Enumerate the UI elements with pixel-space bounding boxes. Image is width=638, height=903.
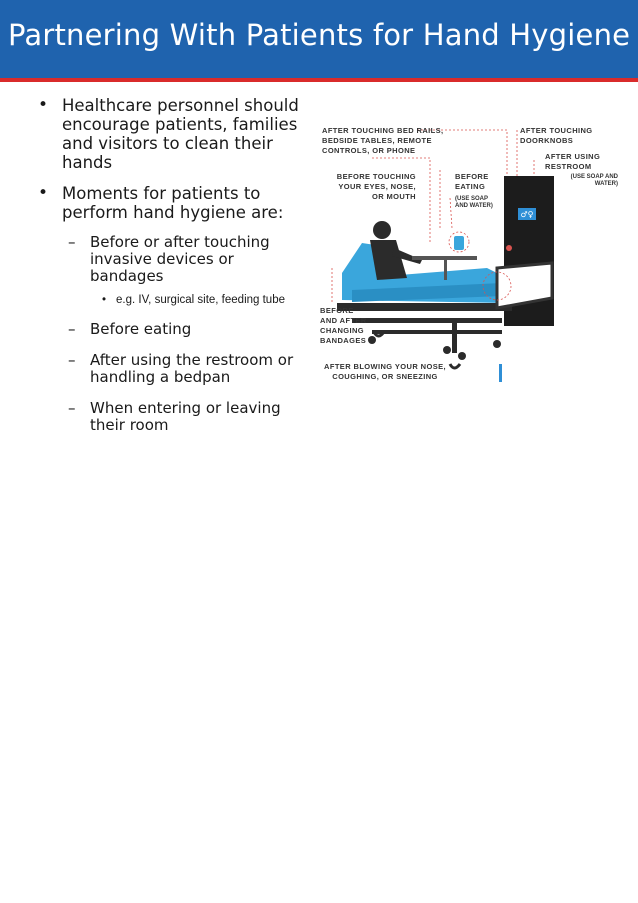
bullet-text: Moments for patients to perform hand hygiene are: xyxy=(62,184,284,222)
label-doorknobs: AFTER TOUCHING DOORKNOBS xyxy=(520,126,593,145)
dash-marker: – xyxy=(68,233,76,251)
sub-bullet-text: When entering or leaving their room xyxy=(90,399,281,434)
dash-marker: – xyxy=(68,351,76,369)
sub-bullet-item xyxy=(38,234,308,285)
bullet-item xyxy=(38,184,308,222)
example-text: e.g. IV, surgical site, feeding tube xyxy=(116,294,285,306)
svg-text:♂♀: ♂♀ xyxy=(520,210,534,219)
page-title: Partnering With Patients for Hand Hygiene xyxy=(8,18,631,52)
bullet-dot: • xyxy=(38,95,49,115)
sub-bullet-item xyxy=(38,400,308,434)
label-restroom: AFTER USING RESTROOM xyxy=(545,152,601,171)
sub-bullet-text: Before eating xyxy=(90,320,192,338)
sub-bullet-item xyxy=(38,321,308,338)
label-eating: BEFORE EATING xyxy=(455,172,489,191)
patient-head xyxy=(373,221,391,239)
bedside-table xyxy=(412,256,477,260)
sub-bullet-text: After using the restroom or handling a bedpan xyxy=(90,351,294,386)
bullet-dot: • xyxy=(38,183,49,203)
dash-marker: – xyxy=(68,399,76,417)
dash-marker: – xyxy=(68,320,76,338)
sub-bullet-item xyxy=(38,352,308,386)
doorknob-icon xyxy=(506,245,512,251)
label-restroom-note: (USE SOAP AND WATER) xyxy=(570,174,618,187)
label-eating-note: (USE SOAP AND WATER) xyxy=(455,196,493,209)
label-bed-rails: AFTER TOUCHING BED RAILS, BEDSIDE TABLES, REMOTE CONTROLS, OR PHONE xyxy=(322,126,444,155)
title-bar xyxy=(0,0,638,82)
sub-bullet-text: Before or after touching invasive devices or bandages xyxy=(90,233,270,285)
bullet-dot: • xyxy=(102,294,107,306)
label-bandages: BEFORE AND AFTER CHANGING BANDAGES xyxy=(320,306,367,345)
sub-sub-bullet-item xyxy=(38,293,308,307)
label-nose: AFTER BLOWING YOUR NOSE, COUGHING, OR SNEEZING xyxy=(324,362,446,381)
bullet-text: Healthcare personnel should encourage patients, families and visitors to clean their hands xyxy=(62,96,299,172)
bullet-item xyxy=(38,96,308,172)
iv-bag-icon xyxy=(454,236,464,250)
label-eyes: BEFORE TOUCHING YOUR EYES, NOSE, OR MOUTH xyxy=(336,172,416,201)
bullet-list xyxy=(38,96,308,434)
hand-hygiene-illustration xyxy=(312,118,622,384)
